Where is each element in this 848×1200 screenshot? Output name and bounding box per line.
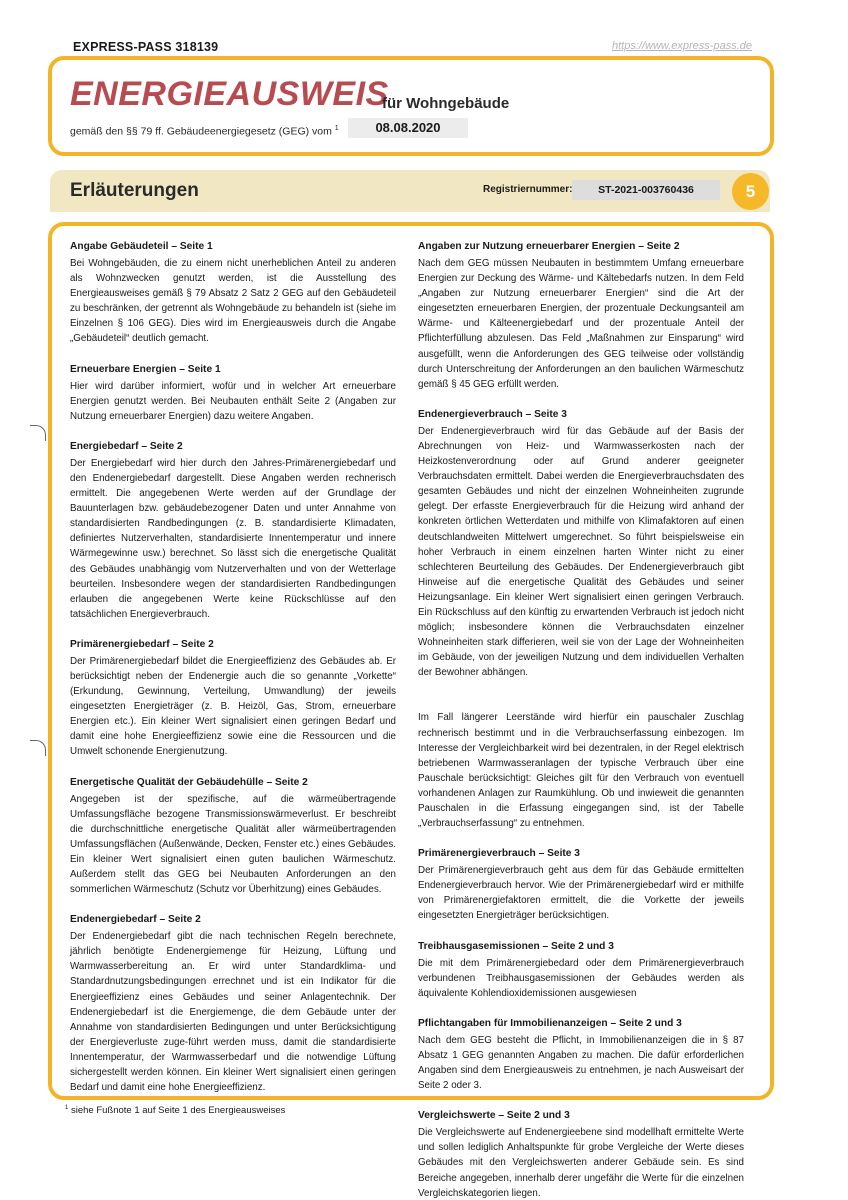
section-body: Die Vergleichswerte auf Endenergieebene sind modellhaft ermittelte Werte und sollen lediglich Anhaltspunkte für grobe Vergleiche der Werte dieses Gebäudes mit den Vergleichswerten anderer Gebäude sein. Es sind Bereiche angegeben, innerhalb derer ungefähr die Werte für die einzelnen Vergleichskategorien liegen. [418,1127,744,1199]
document-subtitle: für Wohngebäude [382,95,510,112]
section-body: Der Primärenergieverbrauch geht aus dem für das Gebäude ermittelten Endenergieverbrauch hervor. Wie der Primärenergiebedarf wird er mithilfe von Primärenergiefaktoren ermittelt, die die Vorkette der jeweils eingesetzten Energieträger berücksichtigen. [418,865,744,922]
section-endenergiebedarf [70,913,396,1095]
section-pflichtangaben [418,1017,744,1093]
section-heading: Endenergieverbrauch – Seite 3 [418,408,567,420]
section-body: Die mit dem Primärenergiebedard oder dem Primärenergieverbrauch verbundenen Treibhausgasemissionen der Gebäudes werden als äquivalente Kohlendioxidemissionen ausgewiesen [418,957,744,999]
section-body: Der Primärenergiebedarf bildet die Energieeffizienz des Gebäudes ab. Er berücksichtigt neben der Endenergie auch die so genannte „Vorkette“ (Erkundung, Gewinnung, Verteilung, Umwandlung) der jeweils eingesetzten Energieträger (z. B. Heizöl, Gas, Strom, erneuerbare Energien etc.). Ein kleiner Wert signalisiert einen geringen Bedarf und damit eine hohe Energieeffizienz sowie eine die Ressourcen und die Umwelt schonende Energienutzung. [70,655,396,758]
section-body: Der Endenergieverbrauch wird für das Gebäude auf der Basis der Abrechnungen von Heiz- und Warmwasserkosten nach der Heizkostenverordnung oder auf Grund anderer geeigneter Verbrauchsdaten ermittelt. Dabei werden die Energieverbrauchsdaten des gesamten Gebäudes und nicht der einzelnen Wohneinheiten zugrunde gelegt. Der erfasste Energieverbrauch für die Heizung wird anhand der konkreten örtlichen Wetterdaten und mithilfe von Klimafaktoren auf einen deutschlandweiten Mittelwert umgerechnet. So führt beispielsweise ein hoher Verbrauch in einem einzelnen harten Winter nicht zu einer schlechteren Beurteilung des Gebäudes. Der Endenergieverbrauch gibt Hinweise auf die energetische Qualität des Gebäudes und seiner Heizungsanlage. Ein kleiner Wert signalisiert einen geringen Verbrauch. Ein Rückschluss auf den künftig zu erwartenden Verbrauch ist jedoch nicht möglich; insbesondere können die Verbrauchsdaten einzelner Wohneinheiten stark differieren, weil sie von der Lage der Wohneinheiten im Gebäude, von der jeweiligen Nutzung und dem individuellen Verhalten der Bewohner abhängen. [418,425,744,679]
section-body: Nach dem GEG besteht die Pflicht, in Immobilienanzeigen die in § 87 Absatz 1 GEG genannten Angaben zu machen. Die dafür erforderlichen Angaben sind dem Energieausweis zu entnehmen, je nach Ausweisart der Seite 2 oder 3. [418,1034,744,1092]
section-heading: Angabe Gebäudeteil – Seite 1 [70,241,213,252]
website-link[interactable]: https://www.express-pass.de [611,40,752,52]
section-primaerenergieverbrauch [418,847,744,923]
scan-artifact [30,740,46,756]
section-heading: Energiebedarf – Seite 2 [70,440,183,452]
section-body: Hier wird darüber informiert, wofür und in welcher Art erneuerbare Energien genutzt werden. Bei Neubauten enthält Seite 2 (Angaben zur Nutzung erneuerbarer Energien) dazu weitere Angaben. [70,380,396,422]
section-endenergieverbrauch [418,408,744,831]
issue-date-field: 08.08.2020 [348,118,468,138]
right-column [418,240,744,1200]
section-body: Nach dem GEG müssen Neubauten in bestimmtem Umfang erneuerbare Energien zur Deckung des Wärme- und Kältebedarfs nutzen. In dem Feld „Angaben zur Nutzung erneuerbarer Energien“ sind die Art der eingesetzten erneuerbaren Energien, der prozentuale Deckungsanteil am Wärme- und Kälteenergiebedarf und der prozentuale Anteil der Pflichterfüllung abzulesen. Das Feld „Maßnahmen zur Einsparung“ wird ausgefüllt, wenn die Anforderungen des GEG teilweise oder vollständig durch Unterschreitung der Anforderungen an den baulichen Wärmeschutz gemäß § 45 GEG erfüllt werden. [418,258,744,390]
section-vergleichswerte [418,1109,744,1200]
section-heading: Angaben zur Nutzung erneuerbarer Energien – Seite 2 [418,241,680,252]
section-body: Der Energiebedarf wird hier durch den Jahres-Primärenergiebedarf und den Endenergiebedarf dargestellt. Diese Angaben werden rechnerisch ermittelt. Die angegebenen Werte werden auf der Grundlage der Bauunterlagen bzw. gebäudebezogener Daten und unter Annahme von standardisierten Randbedingungen (z. B. standardisierte Klimadaten, definiertes Nutzerverhalten, standardisierte Innentemperatur und innere Wärmegewinne usw.) berechnet. So lässt sich die energetische Qualität des Gebäudes unabhängig vom Nutzerverhalten und von der Wetterlage beurteilen. Insbesondere wegen der standardisierten Randbedingungen erlauben die angegebenen Werte keine Rückschlüsse auf den tatsächlichen Energieverbrauch. [70,457,396,620]
section-body: Bei Wohngebäuden, die zu einem nicht unerheblichen Anteil zu anderen als Wohnzwecken genutzt werden, ist die Ausstellung des Energieausweises gemäß § 79 Absatz 2 Satz 2 GEG auf den Gebäudeteil zu beschränken, der getrennt als Wohngebäude zu behandeln ist (siehe im Einzelnen § 106 GEG). Dies wird im Energieausweis durch die Angabe „Gebäudeteil“ deutlich gemacht. [70,258,396,345]
section-treibhausgasemissionen [418,940,744,1001]
footnote [65,1105,285,1116]
certificate-header [48,56,774,156]
section-heading: Endenergiebedarf – Seite 2 [70,914,201,926]
section-heading: Energetische Qualität der Gebäudehülle – Seite 2 [70,776,308,788]
law-reference [70,125,339,138]
section-gebaeudehuelle [70,776,396,898]
section-body: Angegeben ist der spezifische, auf die wärmeübertragende Umfassungsfläche bezogene Transmissionswärmeverlust. Er beschreibt die durchschnittliche energetische Qualität aller wärmeübertragenden Umfassungsflächen (Außenwände, Decken, Fenster etc.) eines Gebäudes. Ein kleiner Wert signalisiert einen guten baulichen Wärmeschutz. Außerdem stellt das GEG bei Neubauten Anforderungen an den sommerlichen Wärmeschutz (Schutz vor Überhitzung) eines Gebäudes. [70,793,396,896]
document-title: ENERGIEAUSWEIS [70,75,389,113]
section-title-bar [50,170,770,212]
section-heading: Treibhausgasemissionen – Seite 2 und 3 [418,940,614,952]
left-column [70,240,396,1111]
section-heading: Pflichtangaben für Immobilienanzeigen – Seite 2 und 3 [418,1017,682,1029]
section-energiebedarf [70,440,396,622]
law-footnote-ref: 1 [334,125,339,132]
page-number-badge: 5 [732,173,769,210]
section-nutzung-erneuerbarer-energien [418,240,744,392]
section-primaerenergiebedarf [70,638,396,760]
law-text: gemäß den §§ 79 ff. Gebäudeenergiegesetz (GEG) vom [70,125,332,138]
registration-number: ST-2021-003760436 [572,180,720,200]
section-heading: Erneuerbare Energien – Seite 1 [70,363,221,375]
section-gebaeudeteil [70,240,396,347]
footnote-text: siehe Fußnote 1 auf Seite 1 des Energieausweises [70,1105,286,1117]
page-title: Erläuterungen [70,180,199,201]
footnote-marker: 1 [65,1105,69,1111]
section-body: Der Endenergiebedarf gibt die nach technischen Regeln berechnete, jährlich benötigte Endenergiemenge für Heizung, Lüftung und Warmwasserbereitung an. Er wird unter Standardklima- und Standardnutzungsbedingungen errechnet und ist ein Indikator für die Energieeffizienz eines Gebäudes und seiner Anlagentechnik. Der Endenergiebedarf ist die Energiemenge, die dem Gebäude unter der Annahme von standardisierten Bedingungen und unter Berücksichtigung der Energieverluste zuge-führt werden muss, damit die standardisierte Innentemperatur, der Warmwasserbedarf und die notwendige Lüftung sichergestellt werden können. Ein kleiner Wert signalisiert einen geringen Bedarf und damit eine hohe Energieeffizienz. [70,931,396,1094]
scan-artifact [30,425,46,441]
section-erneuerbare-energien [70,363,396,424]
section-heading: Primärenergiebedarf – Seite 2 [70,638,214,650]
section-body-continued: Im Fall längerer Leerstände wird hierfür ein pauschaler Zuschlag rechnerisch bestimmt und in die Verbrauchserfassung einbezogen. Im Interesse der Vergleichbarkeit wird bei dezentralen, in der Regel elektrisch betriebenen Warmwasseranlagen der typische Verbrauch über eine Pauschale berücksichtigt: Gleiches gilt für den Verbrauch von eventuell vorhandenen Anlagen zur Raumkühlung. Ob und inwieweit die genannten Pauschalen in die Erfassung eingegangen sind, ist der Tabelle „Verbrauchserfassung“ zu entnehmen. [418,712,744,830]
section-heading: Vergleichswerte – Seite 2 und 3 [418,1110,570,1122]
registration-label: Registriernummer: [483,184,573,195]
pass-id: EXPRESS-PASS 318139 [73,40,219,54]
section-heading: Primärenergieverbrauch – Seite 3 [418,848,580,860]
